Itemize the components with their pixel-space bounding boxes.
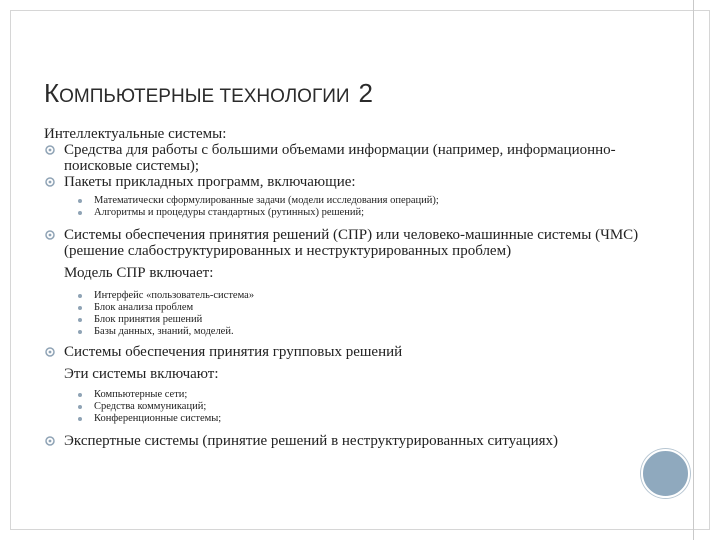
sub-item [44,302,644,314]
sub-item [44,195,644,207]
list-item [44,227,644,259]
sub-list-intro: Модель СПР включает: [64,265,214,281]
title-initial: К [44,78,60,108]
sub-item [44,314,644,326]
section-heading: Интеллектуальные системы: [44,126,227,142]
sub-item [44,290,644,302]
dot-bullet-icon [78,294,82,298]
dot-bullet-icon [78,330,82,334]
title-number: 2 [358,78,373,108]
title-text: ОМПЬЮТЕРНЫЕ ТЕХНОЛОГИИ [59,86,350,107]
dot-bullet-icon [78,417,82,421]
slide-content [44,126,644,449]
sub-item-text: Базы данных, знаний, моделей. [94,326,234,337]
list-item-text: Системы обеспечения принятия групповых решений [64,344,403,360]
sub-item-text: Алгоритмы и процедуры стандартных (рутинных) решений; [94,207,364,218]
sub-item [44,326,644,338]
list-item [44,433,644,449]
sub-list-intro: Эти системы включают: [64,366,219,382]
list-item-text: Экспертные системы (принятие решений в неструктурированных ситуациях) [64,433,559,449]
circle-decoration [641,449,690,498]
list-item [44,344,644,360]
right-rule [693,0,694,540]
sub-item-text: Блок анализа проблем [94,302,194,313]
dot-bullet-icon [78,393,82,397]
sub-item-text: Интерфейс «пользователь-система» [94,290,255,301]
sub-item-text: Математически сформулированные задачи (модели исследования операций); [94,195,439,206]
bullet-icon [44,176,56,188]
list-item [44,174,644,190]
list-item-text: Средства для работы с большими объемами информации (например, информационно-поисковые системы); [64,142,616,174]
bullet-icon [44,229,56,241]
dot-bullet-icon [78,405,82,409]
bullet-icon [44,346,56,358]
bullet-icon [44,144,56,156]
sub-item [44,401,644,413]
sub-item [44,207,644,219]
dot-bullet-icon [78,199,82,203]
dot-bullet-icon [78,318,82,322]
dot-bullet-icon [78,306,82,310]
sub-item-text: Средства коммуникаций; [94,401,207,412]
sub-item [44,413,644,425]
sub-item [44,389,644,401]
sub-item-text: Конференционные системы; [94,413,222,424]
list-item-text: Системы обеспечения принятия решений (СПР) или человеко-машинные системы (ЧМС) (решение слабоструктурированных и неструктурированных проблем) [64,227,639,259]
slide-title [44,75,373,107]
sub-item-text: Блок принятия решений [94,314,203,325]
sub-item-text: Компьютерные сети; [94,389,188,400]
list-item-text: Пакеты прикладных программ, включающие: [64,174,356,190]
list-item [44,142,644,174]
bullet-icon [44,435,56,447]
dot-bullet-icon [78,211,82,215]
